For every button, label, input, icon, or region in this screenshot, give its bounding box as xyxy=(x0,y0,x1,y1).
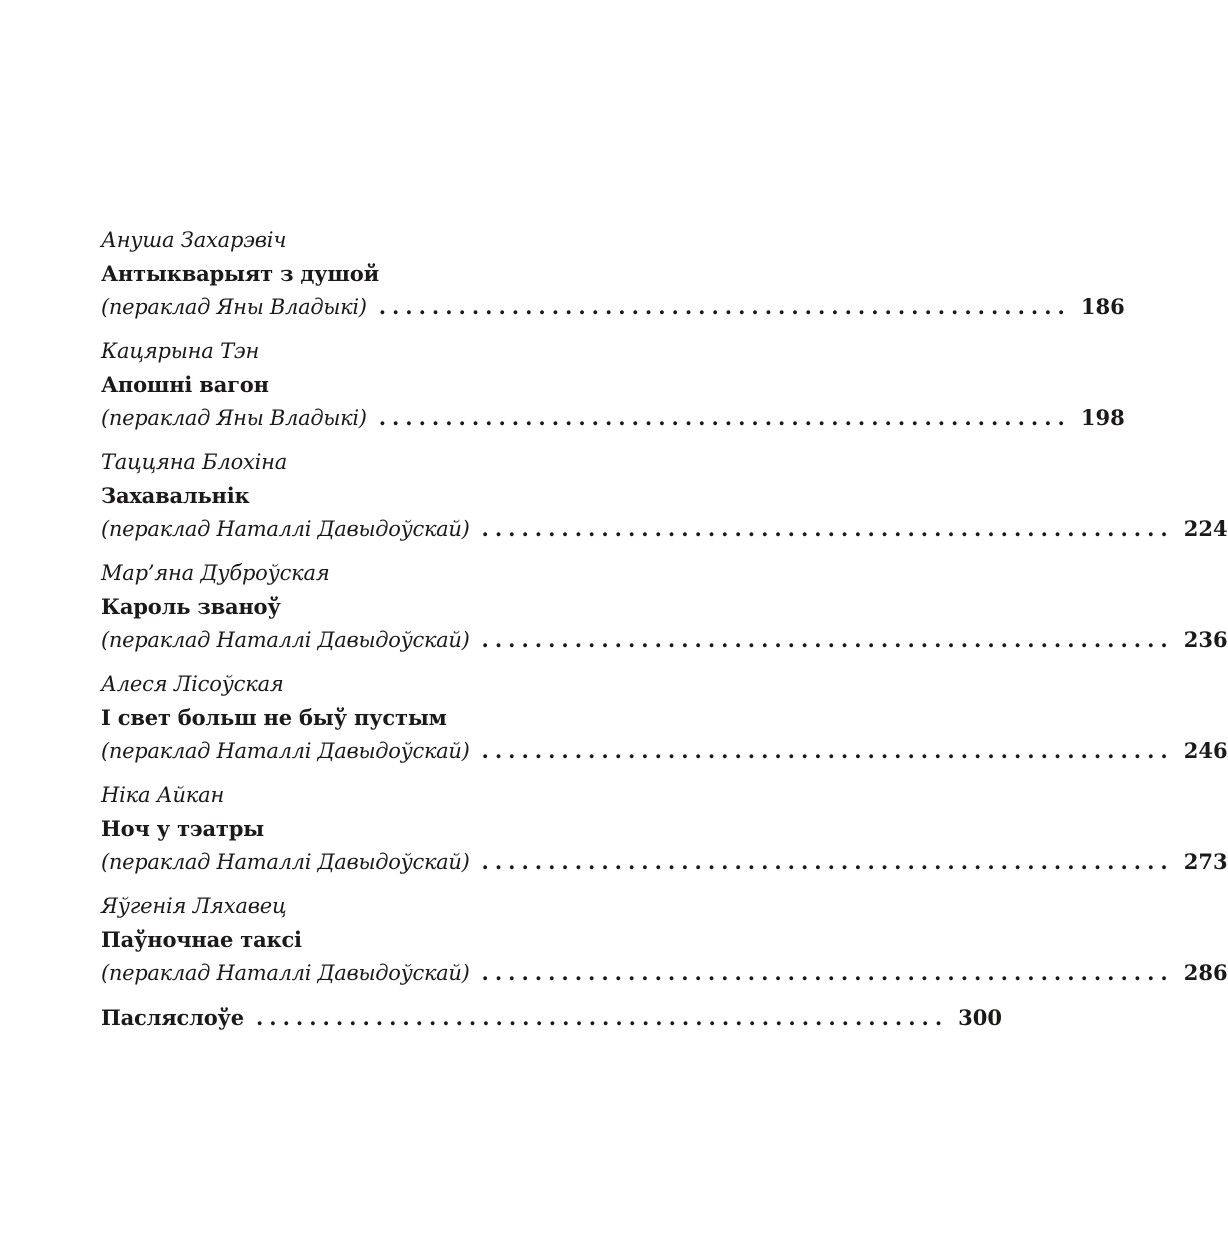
entry-title[interactable]: Антыкварыят з душой xyxy=(101,261,379,286)
entry-translator: (пераклад Наталлі Давыдоўскай) xyxy=(101,850,470,874)
toc-entry xyxy=(101,779,1228,878)
toc-entry xyxy=(101,557,1228,656)
entry-translator-row xyxy=(101,623,1228,656)
entry-translator: (пераклад Наталлі Давыдоўскай) xyxy=(101,628,470,652)
entry-author: Ніка Айкан xyxy=(101,783,225,807)
table-of-contents xyxy=(101,224,1228,1034)
toc-entry xyxy=(101,446,1228,545)
entry-translator-row xyxy=(101,290,1125,323)
dot-leader: .................................................... xyxy=(481,516,1174,541)
entry-title[interactable]: Кароль званоў xyxy=(101,594,281,619)
toc-entry xyxy=(101,335,1125,434)
toc-entry xyxy=(101,668,1228,767)
entry-title[interactable]: Ноч у тэатры xyxy=(101,816,265,841)
afterword-title[interactable]: Пасляслоўе xyxy=(101,1005,244,1030)
entry-page-number[interactable]: 236 xyxy=(1183,627,1228,652)
entry-translator: (пераклад Наталлі Давыдоўскай) xyxy=(101,961,470,985)
entry-translator-row xyxy=(101,401,1125,434)
entry-author: Кацярына Тэн xyxy=(101,339,260,363)
entry-translator: (пераклад Наталлі Давыдоўскай) xyxy=(101,517,470,541)
entry-title[interactable]: Захавальнік xyxy=(101,483,250,508)
entry-title[interactable]: І свет больш не быў пустым xyxy=(101,705,447,730)
entry-page-number[interactable]: 246 xyxy=(1183,738,1228,763)
afterword-page-number[interactable]: 300 xyxy=(958,1005,1002,1030)
entry-page-number[interactable]: 273 xyxy=(1183,849,1228,874)
entry-page-number[interactable]: 198 xyxy=(1080,405,1125,430)
entry-translator: (пераклад Яны Владыкі) xyxy=(101,406,367,430)
dot-leader: .................................................... xyxy=(481,738,1174,763)
entry-author: Яўгенія Ляхавец xyxy=(101,894,287,918)
entry-page-number[interactable]: 224 xyxy=(1183,516,1228,541)
entry-page-number[interactable]: 286 xyxy=(1183,960,1228,985)
entry-title[interactable]: Паўночнае таксі xyxy=(101,927,302,952)
dot-leader: .................................................... xyxy=(255,1005,949,1030)
toc-entry xyxy=(101,890,1228,989)
entry-translator: (пераклад Наталлі Давыдоўскай) xyxy=(101,739,470,763)
toc-entry xyxy=(101,224,1125,323)
dot-leader: .................................................... xyxy=(378,405,1071,430)
entry-author: Таццяна Блохіна xyxy=(101,450,288,474)
entry-title[interactable]: Апошні вагон xyxy=(101,372,269,397)
dot-leader: .................................................... xyxy=(378,294,1071,319)
entry-translator-row xyxy=(101,512,1228,545)
dot-leader: .................................................... xyxy=(481,849,1174,874)
toc-entry-afterword xyxy=(101,1001,1002,1034)
entry-translator: (пераклад Яны Владыкі) xyxy=(101,295,367,319)
entry-author: Мар’яна Дуброўская xyxy=(101,561,330,585)
dot-leader: .................................................... xyxy=(481,960,1174,985)
entry-author: Ануша Захарэвіч xyxy=(101,228,287,252)
entry-page-number[interactable]: 186 xyxy=(1080,294,1125,319)
entry-translator-row xyxy=(101,734,1228,767)
entry-translator-row xyxy=(101,956,1228,989)
entry-translator-row xyxy=(101,845,1228,878)
entry-author: Алеся Лісоўская xyxy=(101,672,284,696)
dot-leader: .................................................... xyxy=(481,627,1174,652)
